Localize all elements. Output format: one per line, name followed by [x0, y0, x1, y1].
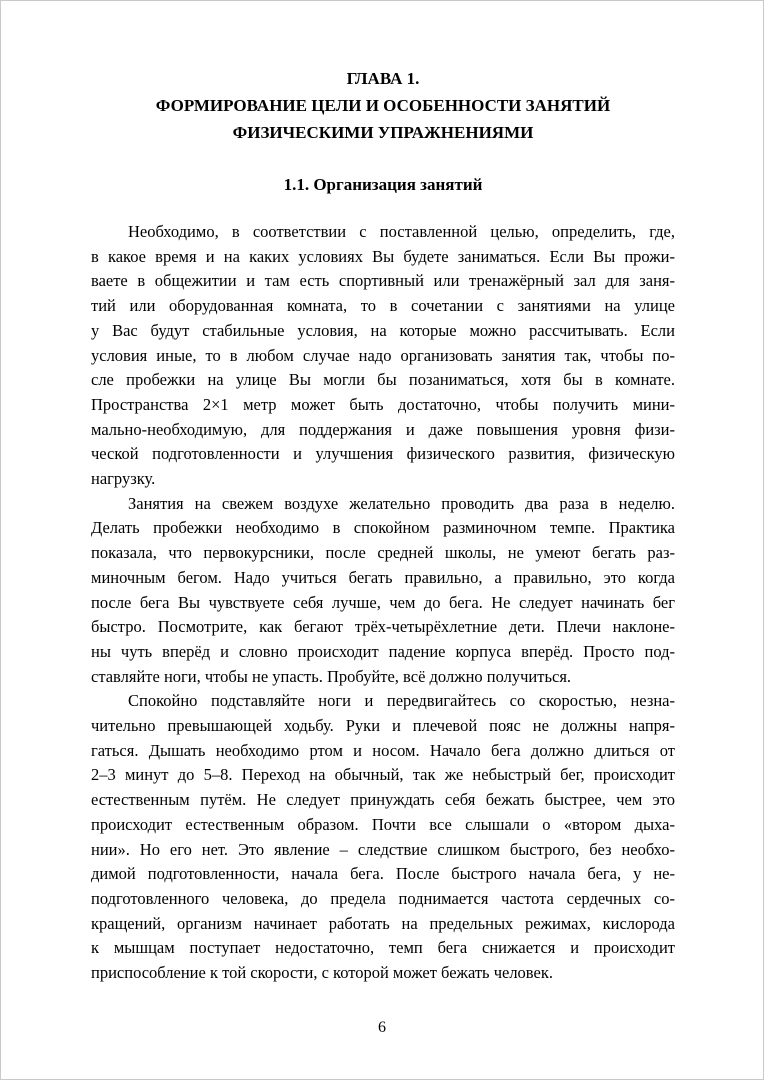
text-line: нагрузку. — [91, 469, 156, 489]
text-line: ваете в общежитии и там есть спортивный или тренажёрный зал для заня- — [91, 271, 675, 291]
text-line: быстро. Посмотрите, как бегают трёх-четырёхлетние дети. Плечи наклоне- — [91, 617, 675, 637]
text-line: происходит естественным образом. Почти все слышали о «втором дыха- — [91, 814, 675, 834]
text-line: 2–3 минут до 5–8. Переход на обычный, так же небыстрый бег, происходит — [91, 765, 675, 785]
text-line: ческой подготовленности и улучшения физического развития, физическую — [91, 444, 675, 464]
chapter-title-line-2: ФИЗИЧЕСКИМИ УПРАЖНЕНИЯМИ — [232, 123, 534, 142]
text-line: Необходимо, в соответствии с поставленной целью, определить, где, — [128, 222, 675, 241]
text-line: гаться. Дышать необходимо ртом и носом. Начало бега должно длиться от — [91, 740, 675, 760]
text-line: условия иные, то в любом случае надо организовать занятия так, чтобы по- — [91, 345, 675, 365]
text-line: кращений, организм начинает работать на предельных режимах, кислорода — [91, 913, 675, 933]
text-line: ставляйте ноги, чтобы не упасть. Пробуйте, всё должно получиться. — [91, 666, 572, 686]
text-line: Спокойно подставляйте ноги и передвигайтесь со скоростью, незна- — [128, 691, 675, 711]
text-line: миночным бегом. Надо учиться бегать правильно, а правильно, это когда — [91, 567, 675, 587]
text-line: мально-необходимую, для поддержания и даже повышения уровня физи- — [91, 419, 675, 439]
page-number: 6 — [378, 1019, 386, 1036]
text-line: к мышцам поступает недостаточно, темп бега снижается и происходит — [91, 938, 675, 958]
text-line: Пространства 2×1 метр может быть достаточно, чтобы получить мини- — [91, 394, 675, 414]
text-line: нии». Но его нет. Это явление – следствие слишком быстрого, без необхо- — [91, 839, 675, 859]
section-heading: 1.1. Организация занятий — [283, 175, 483, 194]
text-line: димой подготовленности, начала бега. После быстрого начала бега, у не- — [91, 864, 675, 884]
text-line: Занятия на свежем воздухе желательно проводить два раза в неделю. — [128, 493, 675, 513]
chapter-heading — [91, 65, 675, 146]
text-line: ны чуть вперёд и словно происходит падение корпуса вперёд. Просто под- — [91, 641, 675, 661]
text-line: Делать пробежки необходимо в спокойном разминочном темпе. Практика — [91, 518, 675, 538]
text-line: показала, что первокурсники, после средней школы, не умеют бегать раз- — [91, 543, 675, 563]
text-line: естественным путём. Не следует принуждать себя бежать быстрее, чем это — [91, 790, 675, 810]
text-line: у Вас будут стабильные условия, на которые можно рассчитывать. Если — [91, 320, 675, 340]
chapter-number: ГЛАВА 1. — [346, 69, 420, 88]
text-line: после бега Вы чувствуете себя лучше, чем до бега. Не следует начинать бег — [91, 592, 675, 612]
chapter-title-line-1: ФОРМИРОВАНИЕ ЦЕЛИ И ОСОБЕННОСТИ ЗАНЯТИЙ — [155, 96, 611, 115]
text-line: тий или оборудованная комната, то в сочетании с занятиями на улице — [91, 296, 675, 316]
text-line: в какое время и на каких условиях Вы будете заниматься. Если Вы прожи- — [91, 246, 675, 266]
paragraph-1 — [91, 220, 675, 492]
text-line: сле пробежки на улице Вы могли бы позаниматься, хотя бы в комнате. — [91, 370, 675, 390]
body-text — [91, 220, 675, 986]
text-line: подготовленного человека, до предела поднимается частота сердечных со- — [91, 888, 675, 908]
text-line: приспособление к той скорости, с которой может бежать человек. — [91, 963, 553, 983]
paragraph-2 — [91, 492, 675, 690]
paragraph-3 — [91, 689, 675, 985]
text-line: чительно превышающей ходьбу. Руки и плечевой пояс не должны напря- — [91, 716, 675, 736]
